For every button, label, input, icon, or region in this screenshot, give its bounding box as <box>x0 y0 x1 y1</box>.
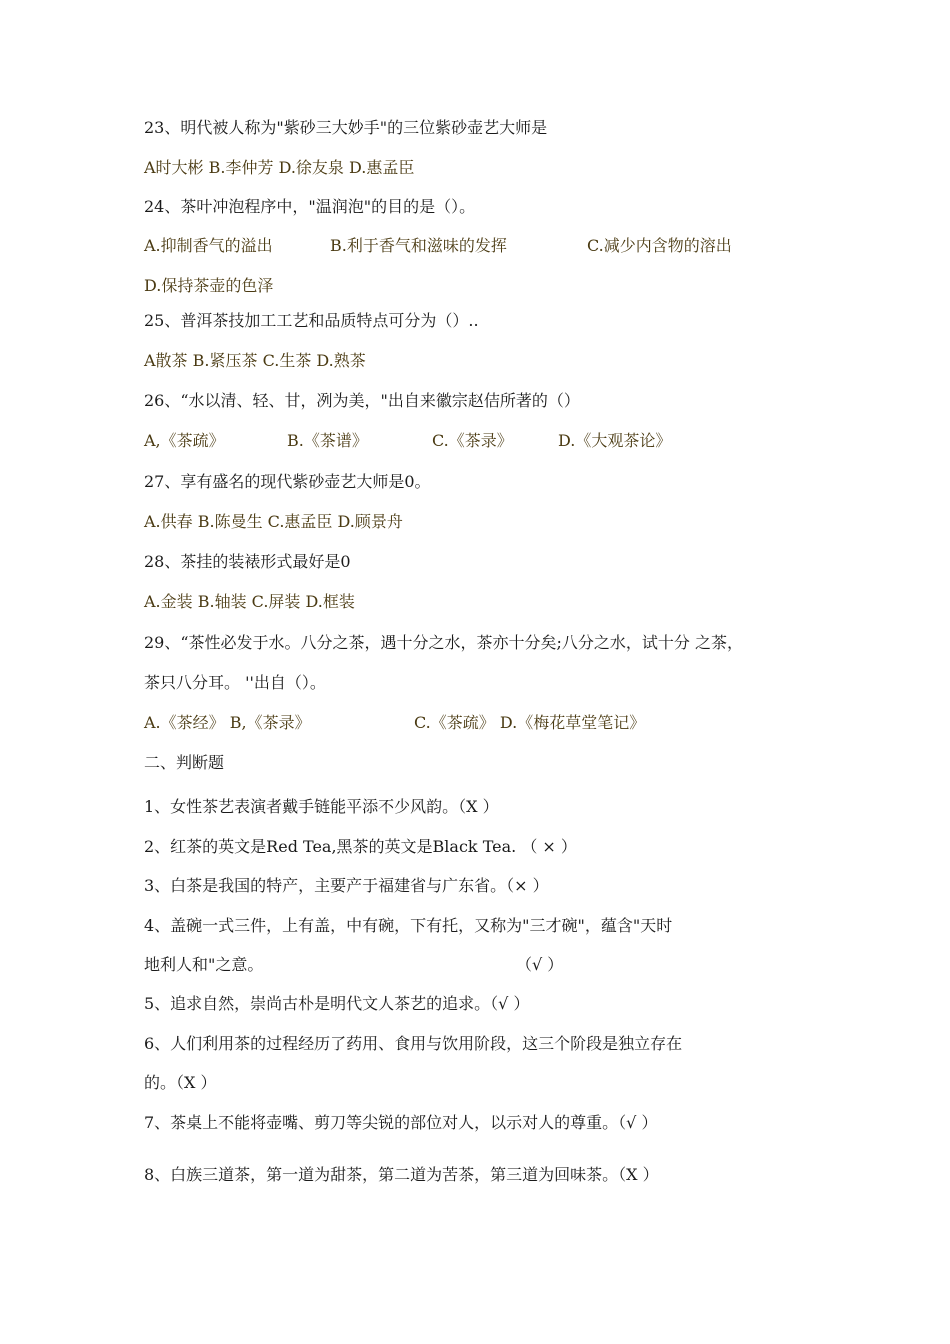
question-23: 23、明代被人称为"紫砂三大妙手"的三位紫砂壶艺大师是 <box>144 118 548 137</box>
question-29-options <box>144 713 646 733</box>
tf-question-6-line2: 的。（X ） <box>144 1073 217 1092</box>
question-29-line1: 29、“茶性必发于水。八分之茶，遇十分之水，茶亦十分矣;八分之水，试十分 之茶， <box>144 633 744 652</box>
tf-question-8: 8、白族三道茶，第一道为甜茶，第二道为苦茶，第三道为回味茶。（X ） <box>144 1165 659 1184</box>
option-c: C.减少内含物的溶出 <box>587 236 732 255</box>
section-title: 二、判断题 <box>144 753 225 772</box>
tf-question-4-text: 地利人和"之意。 <box>144 955 264 974</box>
tf-question-6-line1: 6、人们利用茶的过程经历了药用、食用与饮用阶段，这三个阶段是独立存在 <box>144 1034 683 1053</box>
option-ab: A.《茶经》 B,《茶录》 <box>144 713 311 732</box>
question-27-options: A.供春 B.陈曼生 C.惠孟臣 D.顾景舟 <box>144 512 403 531</box>
option-b: B.利于香气和滋味的发挥 <box>330 236 507 255</box>
tf-question-4-answer: （√ ） <box>516 955 564 974</box>
question-26-options <box>144 431 672 451</box>
question-27: 27、享有盛名的现代紫砂壶艺大师是0。 <box>144 472 431 491</box>
question-28: 28、茶挂的装裱形式最好是0 <box>144 552 351 571</box>
question-25-options: A散茶 B.紧压茶 C.生茶 D.熟茶 <box>144 351 366 370</box>
question-28-options: A.金装 B.轴装 C.屏装 D.框装 <box>144 592 355 611</box>
question-29-line2: 茶只八分耳。 ''出自（）。 <box>144 673 326 692</box>
option-d: D.《大观茶论》 <box>558 431 672 450</box>
question-24-options <box>144 236 732 256</box>
tf-question-2: 2、红茶的英文是Red Tea,黑茶的英文是Black Tea. （ × ） <box>144 837 577 856</box>
option-b: B.《茶谱》 <box>287 431 368 450</box>
question-24: 24、茶叶冲泡程序中，"温润泡"的目的是（）。 <box>144 197 476 216</box>
tf-question-3: 3、白茶是我国的特产，主要产于福建省与广东省。（× ） <box>144 876 549 895</box>
option-a: A,《茶疏》 <box>144 431 225 450</box>
question-26: 26、“水以清、轻、甘，冽为美，"出自来徽宗赵佶所著的（） <box>144 391 580 410</box>
tf-question-4-line2 <box>144 955 564 975</box>
tf-question-1: 1、女性茶艺表演者戴手链能平添不少风韵。（X ） <box>144 797 499 816</box>
option-cd: C.《茶疏》 D.《梅花草堂笔记》 <box>414 713 646 732</box>
tf-question-4-line1: 4、盖碗一式三件，上有盖，中有碗，下有托，又称为"三才碗"，蕴含"天时 <box>144 916 673 935</box>
tf-question-7: 7、茶桌上不能将壶嘴、剪刀等尖锐的部位对人，以示对人的尊重。（√ ） <box>144 1113 658 1132</box>
tf-question-5: 5、追求自然，崇尚古朴是明代文人茶艺的追求。（√ ） <box>144 994 530 1013</box>
option-c: C.《茶录》 <box>432 431 513 450</box>
option-a: A.抑制香气的溢出 <box>144 236 273 255</box>
question-25: 25、普洱茶技加工工艺和品质特点可分为（）.. <box>144 311 479 330</box>
question-24-option-d: D.保持茶壶的色泽 <box>144 276 274 295</box>
question-23-options: A时大彬 B.李仲芳 D.徐友泉 D.惠孟臣 <box>144 158 415 177</box>
